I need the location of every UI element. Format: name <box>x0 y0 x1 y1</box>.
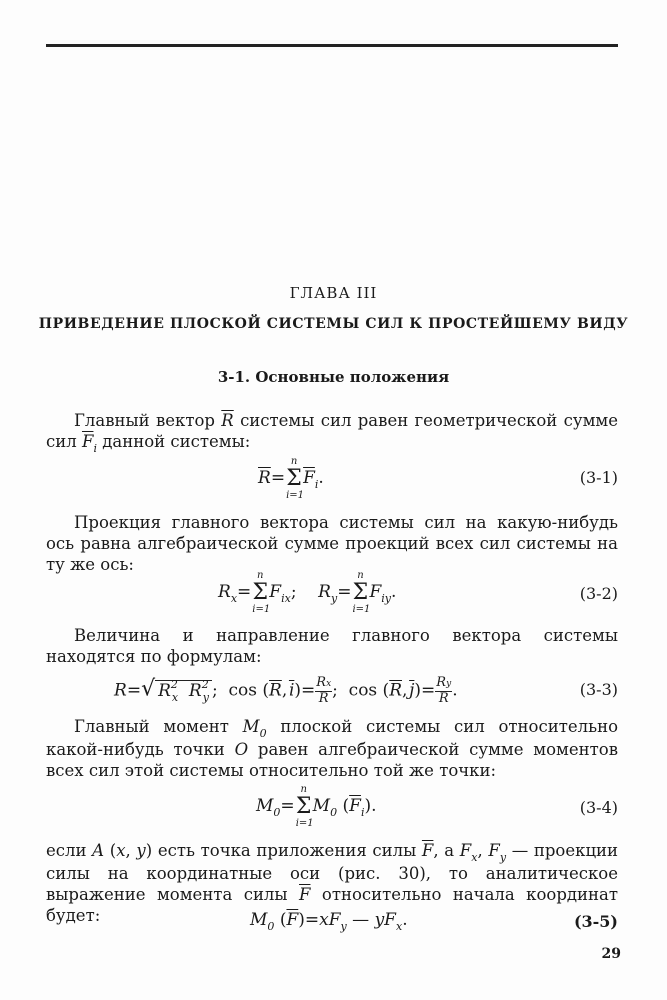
paragraph-moment-expression: если A (x, y) есть точка приложения силы $\overline{F}$, а $F_x$, $F_y$ — проекции силы на координатные оси (рис. 30), то аналитическое выражение момента силы $\overline{F}$ относительно начала координат будет: <box>46 841 619 925</box>
section-title: 3-1. Основные положения <box>217 368 450 386</box>
equation-3-3: R=√ $R^2_x$ $R^2_y$ ; $\cos (\overline{R}$, $\overline{i})=$ $\frac{Rx}{R}$ ; $\cos (\overline{R}$, $\overline{j})=$ $\frac{Ry}{R}$ . (3-3) <box>114 675 618 706</box>
equation-3-5: $M_0$ $(\overline{F})=xF_y$ — $yF_x$. (3-5) <box>250 910 618 933</box>
chapter-label: ГЛАВА III <box>289 284 378 302</box>
paragraph-main-vector: Главный вектор $\overline{R}$ системы сил равен геометрической сумме сил $\overline{F}_i$ данной системы: <box>46 411 618 455</box>
paragraph-magnitude: Величина и направление главного вектора системы находятся по формулам: <box>46 626 618 666</box>
math-Fi: $\overline{F}$ <box>81 432 94 451</box>
paragraph-main-moment: Главный момент $M_0$ плоской системы сил относительно какой-нибудь точки O равен алгебраической сумме моментов всех сил этой системы относительно той же точки: <box>46 717 619 780</box>
page-number: 29 <box>601 946 621 962</box>
equation-number: (3-4) <box>579 798 618 817</box>
equation-number: (3-3) <box>579 680 618 699</box>
equation-number: (3-1) <box>579 468 618 487</box>
equation-3-4: $M_0=$ n Σ i=1 $M_0$ $(\overline{F}_i)$. (3-4) <box>256 784 618 829</box>
top-rule <box>46 44 618 47</box>
equation-number: (3-5) <box>573 912 618 931</box>
equation-3-1: $\overline{R}=$ n Σ i=1 $\overline{F}_i$. (3-1) <box>258 456 618 501</box>
chapter-title: ПРИВЕДЕНИЕ ПЛОСКОЙ СИСТЕМЫ СИЛ К ПРОСТЕЙШЕМУ ВИДУ <box>38 316 629 332</box>
math-R: $\overline{R}$ <box>221 411 234 430</box>
paragraph-projection: Проекция главного вектора системы сил на какую-нибудь ось равна алгебраической сумме проекций всех сил системы на ту же ось: <box>46 513 618 574</box>
equation-3-2: $R_x=$ n Σ i=1 $F_{ix}$; $R_y=$ n Σ i=1 $F_{iy}$. (3-2) <box>218 570 618 615</box>
equation-number: (3-2) <box>579 584 618 603</box>
